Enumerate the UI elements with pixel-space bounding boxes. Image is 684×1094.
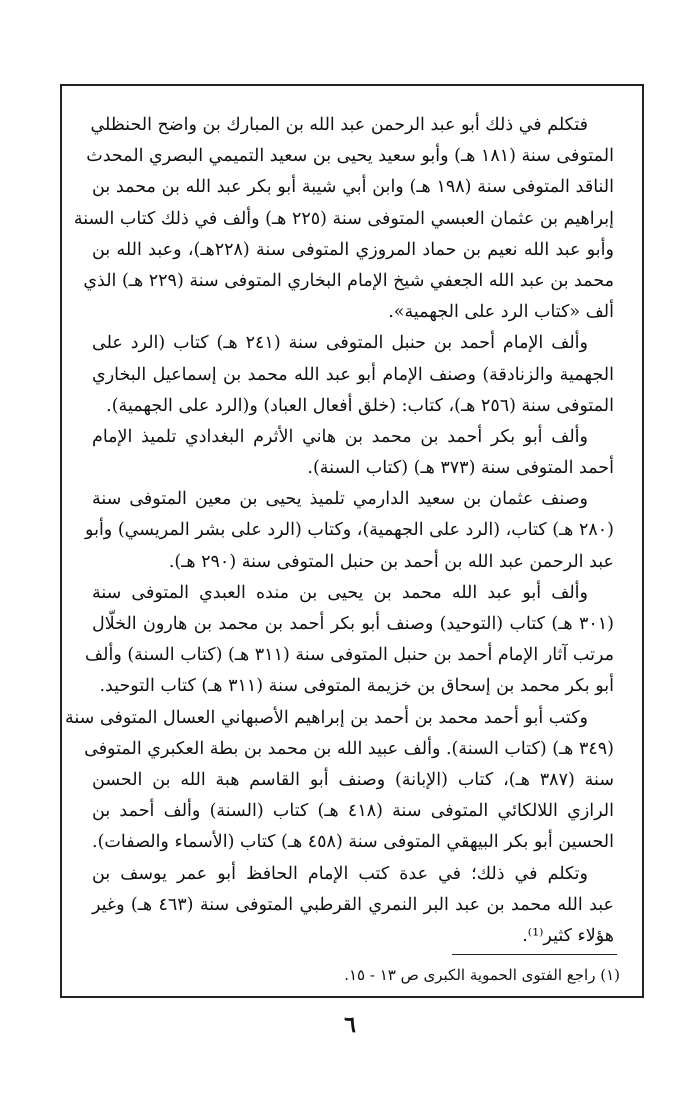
text-line: عبد الرحمن عبد الله بن أحمد بن حنبل المتوفى سنة (٢٩٠ هـ). [168, 551, 614, 572]
text-line: وصنف عثمان بن سعيد الدارمي تلميذ يحيى بن معين المتوفى سنة [92, 489, 588, 510]
footnote: (١) راجع الفتوى الحموية الكبرى ص ١٣ - ١٥. [344, 966, 620, 984]
text-line: وتكلم في ذلك؛ في عدة كتب الإمام الحافظ أبو عمر يوسف بن [92, 863, 588, 884]
text-line: وألف أبو بكر أحمد بن محمد بن هاني الأثرم البغدادي تلميذ الإمام [92, 426, 588, 447]
text-line: وألف الإمام أحمد بن حنبل المتوفى سنة (٢٤١ هـ) كتاب (الرد على [92, 333, 588, 354]
text-line: عبد الله محمد بن عبد البر النمري القرطبي المتوفى سنة (٤٦٣ هـ) وغير [92, 894, 614, 915]
text-line: وألف أبو عبد الله محمد بن يحيى بن منده العبدي المتوفى سنة [92, 582, 588, 603]
text-line: ألف «كتاب الرد على الجهمية». [388, 302, 614, 323]
text-line: أبو بكر محمد بن إسحاق بن خزيمة المتوفى سنة (٣١١ هـ) كتاب التوحيد. [99, 676, 614, 697]
text-line: الناقد المتوفى سنة (١٩٨ هـ) وابن أبي شيبة أبو بكر عبد الله بن محمد بن [92, 177, 614, 198]
text-line: محمد بن عبد الله الجعفي شيخ الإمام البخاري المتوفى سنة (٢٢٩ هـ) الذي [83, 270, 614, 291]
text-line: الحسين أبو بكر البيهقي المتوفى سنة (٤٥٨ هـ) كتاب (الأسماء والصفات). [92, 832, 614, 853]
text-line: إبراهيم بن عثمان العبسي المتوفى سنة (٢٢٥ هـ) وألف في ذلك كتاب السنة [73, 208, 614, 229]
text-line: أحمد المتوفى سنة (٣٧٣ هـ) (كتاب السنة). [307, 458, 614, 479]
text-line: (٢٨٠ هـ) كتاب، (الرد على الجهمية)، وكتاب (الرد على بشر المريسي) وأبو [85, 520, 614, 541]
page-number: ٦ [344, 1012, 356, 1038]
text-line: وكتب أبو أحمد محمد بن أحمد بن إبراهيم الأصبهاني العسال المتوفى سنة [65, 707, 588, 728]
text-line: مرتب آثار الإمام أحمد بن حنبل المتوفى سنة (٣١١ هـ) (كتاب السنة) وألف [85, 645, 614, 666]
text-line: وأبو عبد الله نعيم بن حماد المروزي المتوفى سنة (٢٢٨هـ)، وعبد الله بن [92, 239, 614, 260]
text-line: (٣٠١ هـ) كتاب (التوحيد) وصنف أبو بكر أحمد بن محمد بن هارون الخلّال [92, 614, 614, 634]
text-line: الرازي اللالكائي المتوفى سنة (٤١٨ هـ) كتاب (السنة) وألف أحمد بن [92, 801, 614, 822]
text-line: (٣٤٩ هـ) (كتاب السنة). وألف عبيد الله بن محمد بن بطة العكبري المتوفى [84, 738, 614, 759]
text-line: الجهمية والزنادقة) وصنف الإمام أبو عبد الله محمد بن إسماعيل البخاري [92, 364, 614, 385]
text-line: المتوفى سنة (١٨١ هـ) وأبو سعيد يحيى بن سعيد التميمي البصري المحدث [86, 146, 614, 167]
text-line: هؤلاء كثير⁽¹⁾. [522, 925, 614, 946]
footnote-separator [452, 954, 617, 955]
main-text [65, 110, 614, 952]
text-line: سنة (٣٨٧ هـ)، كتاب (الإبانة) وصنف أبو القاسم هبة الله بن الحسن [92, 769, 614, 790]
text-line: المتوفى سنة (٢٥٦ هـ)، كتاب: (خلق أفعال العباد) و(الرد على الجهمية). [106, 395, 614, 416]
text-line: فتكلم في ذلك أبو عبد الرحمن عبد الله بن المبارك بن واضح الحنظلي [90, 115, 588, 135]
